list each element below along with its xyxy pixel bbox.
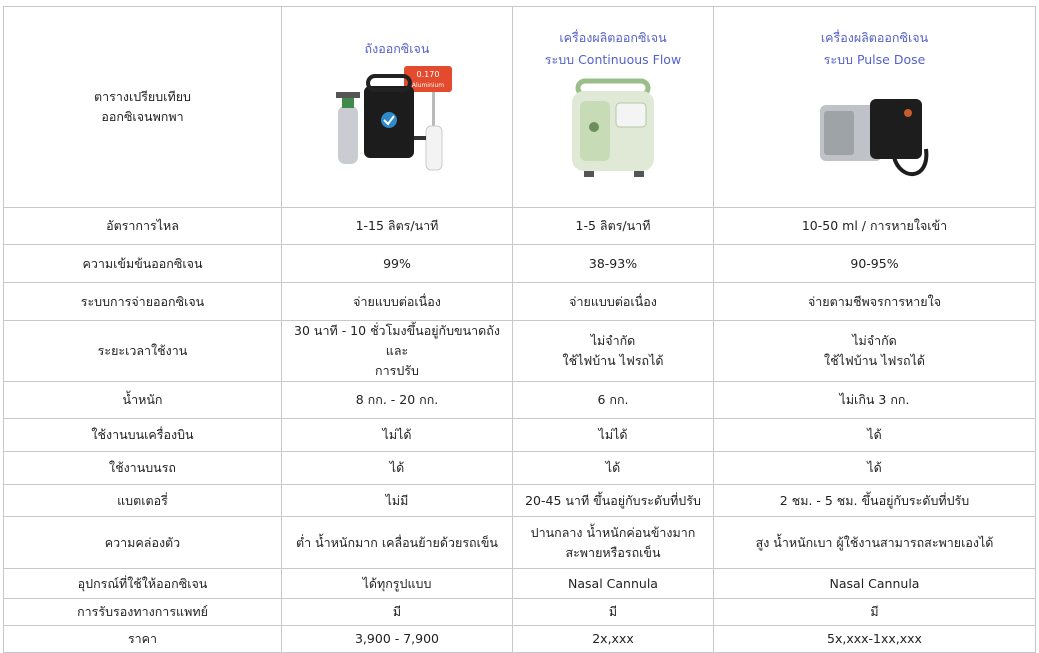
header-pulse-dose bbox=[714, 7, 1036, 208]
row-label: แบตเตอรี่ bbox=[4, 485, 282, 517]
table-row bbox=[4, 208, 1036, 245]
header-continuous-flow bbox=[513, 7, 714, 208]
cell-continuous-line1: ปานกลาง น้ำหนักค่อนข้างมาก bbox=[530, 524, 696, 540]
cell-pulse: ได้ bbox=[714, 452, 1036, 485]
cell-continuous: จ่ายแบบต่อเนื่อง bbox=[513, 283, 714, 321]
tank-sticker-line1: 0.170 bbox=[416, 70, 440, 79]
comparison-table bbox=[3, 6, 1036, 653]
cell-tank-line2: การปรับ bbox=[375, 363, 419, 378]
cell-tank bbox=[282, 321, 513, 382]
cell-continuous-line2: สะพายหรือรถเข็น bbox=[565, 544, 661, 560]
cell-pulse: 10-50 ml / การหายใจเข้า bbox=[714, 208, 1036, 245]
cell-tank: ได้ทุกรูปแบบ bbox=[282, 569, 513, 599]
corner-cell bbox=[4, 7, 282, 208]
header-row bbox=[4, 7, 1036, 208]
corner-title-line2: ออกซิเจนพกพา bbox=[101, 109, 184, 124]
cell-continuous: 1-5 ลิตร/นาที bbox=[513, 208, 714, 245]
row-label: ความเข้มข้นออกซิเจน bbox=[4, 245, 282, 283]
cell-pulse: สูง น้ำหนักเบา ผู้ใช้งานสามารถสะพายเองได้ bbox=[714, 517, 1036, 569]
cell-pulse: มี bbox=[714, 599, 1036, 626]
table-row bbox=[4, 517, 1036, 569]
corner-title-line1: ตารางเปรียบเทียบ bbox=[94, 89, 191, 104]
cell-pulse: จ่ายตามชีพจรการหายใจ bbox=[714, 283, 1036, 321]
table-row bbox=[4, 321, 1036, 382]
cell-continuous: 6 กก. bbox=[513, 382, 714, 419]
cell-continuous bbox=[513, 517, 714, 569]
cell-pulse: 2 ชม. - 5 ชม. ขึ้นอยู่กับระดับที่ปรับ bbox=[714, 485, 1036, 517]
header-oxygen-tank bbox=[282, 7, 513, 208]
cell-tank: จ่ายแบบต่อเนื่อง bbox=[282, 283, 513, 321]
cell-continuous: 38-93% bbox=[513, 245, 714, 283]
cell-tank: ต่ำ น้ำหนักมาก เคลื่อนย้ายด้วยรถเข็น bbox=[282, 517, 513, 569]
table-row bbox=[4, 245, 1036, 283]
row-label: ระบบการจ่ายออกซิเจน bbox=[4, 283, 282, 321]
cell-continuous bbox=[513, 321, 714, 382]
cell-pulse-line2: ใช้ไฟบ้าน ไฟรถได้ bbox=[823, 353, 926, 368]
cell-tank: ได้ bbox=[282, 452, 513, 485]
cell-pulse: Nasal Cannula bbox=[714, 569, 1036, 599]
pulse-dose-title-line2: ระบบ Pulse Dose bbox=[823, 52, 926, 67]
cell-pulse: ไม่เกิน 3 กก. bbox=[714, 382, 1036, 419]
table-row bbox=[4, 599, 1036, 626]
table-row bbox=[4, 419, 1036, 452]
table-row bbox=[4, 452, 1036, 485]
row-label: อุปกรณ์ที่ใช้ให้ออกซิเจน bbox=[4, 569, 282, 599]
row-label: ราคา bbox=[4, 626, 282, 653]
oxygen-tank-title: ถังออกซิเจน bbox=[364, 41, 430, 56]
cell-continuous-line2: ใช้ไฟบ้าน ไฟรถได้ bbox=[562, 353, 664, 368]
row-label: อัตราการไหล bbox=[4, 208, 282, 245]
row-label: ใช้งานบนเครื่องบิน bbox=[4, 419, 282, 452]
pulse-dose-image bbox=[810, 77, 940, 187]
cell-tank: มี bbox=[282, 599, 513, 626]
cell-continuous: 20-45 นาที ขึ้นอยู่กับระดับที่ปรับ bbox=[513, 485, 714, 517]
continuous-flow-title-line1: เครื่องผลิตออกซิเจน bbox=[559, 30, 667, 45]
cell-continuous: ไม่ได้ bbox=[513, 419, 714, 452]
cell-tank: 1-15 ลิตร/นาที bbox=[282, 208, 513, 245]
cell-pulse-line1: ไม่จำกัด bbox=[852, 333, 897, 348]
row-label: น้ำหนัก bbox=[4, 382, 282, 419]
cell-continuous: Nasal Cannula bbox=[513, 569, 714, 599]
cell-tank: 99% bbox=[282, 245, 513, 283]
table-row bbox=[4, 626, 1036, 653]
cell-pulse: 5x,xxx-1xx,xxx bbox=[714, 626, 1036, 653]
cell-tank: ไม่มี bbox=[282, 485, 513, 517]
cell-continuous: มี bbox=[513, 599, 714, 626]
row-label: การรับรองทางการแพทย์ bbox=[4, 599, 282, 626]
row-label: ระยะเวลาใช้งาน bbox=[4, 321, 282, 382]
cell-tank: 8 กก. - 20 กก. bbox=[282, 382, 513, 419]
row-label: ความคล่องตัว bbox=[4, 517, 282, 569]
cell-tank: 3,900 - 7,900 bbox=[282, 626, 513, 653]
table-row bbox=[4, 382, 1036, 419]
tank-sticker-line2: Aluminium bbox=[411, 82, 445, 89]
table-row bbox=[4, 569, 1036, 599]
continuous-flow-image bbox=[548, 77, 678, 187]
table-row bbox=[4, 283, 1036, 321]
continuous-flow-title-line2: ระบบ Continuous Flow bbox=[544, 52, 682, 67]
cell-tank-line1: 30 นาที - 10 ชั่วโมงขึ้นอยู่กับขนาดถังและ bbox=[294, 323, 500, 358]
table-row bbox=[4, 485, 1036, 517]
cell-tank: ไม่ได้ bbox=[282, 419, 513, 452]
cell-continuous: ได้ bbox=[513, 452, 714, 485]
cell-pulse bbox=[714, 321, 1036, 382]
row-label: ใช้งานบนรถ bbox=[4, 452, 282, 485]
cell-continuous-line1: ไม่จำกัด bbox=[590, 333, 636, 348]
cell-pulse: ได้ bbox=[714, 419, 1036, 452]
cell-continuous: 2x,xxx bbox=[513, 626, 714, 653]
cell-pulse: 90-95% bbox=[714, 245, 1036, 283]
oxygen-tank-image bbox=[332, 66, 462, 176]
pulse-dose-title-line1: เครื่องผลิตออกซิเจน bbox=[820, 30, 929, 45]
